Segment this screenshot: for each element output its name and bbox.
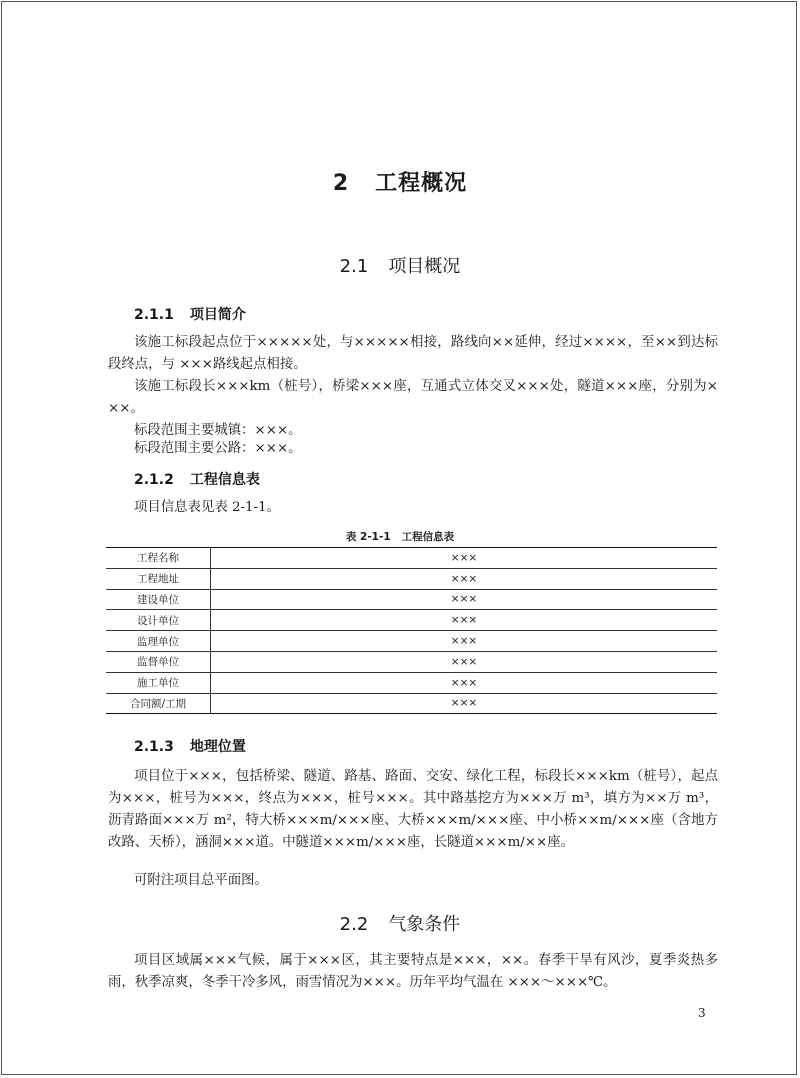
table-cell-label: 监督单位 (106, 651, 211, 672)
table-row (106, 693, 717, 714)
subsection-number: 2.1.2 (134, 472, 174, 488)
table-reference-text: 项目信息表见表 2-1-1。 (134, 500, 280, 515)
subsection-title-text: 地理位置 (189, 739, 246, 755)
table-cell-label: 施工单位 (106, 672, 211, 693)
table-row (106, 610, 717, 631)
table-cell-value: ××× (211, 568, 718, 589)
table-cell-label: 合同额/工期 (106, 693, 211, 714)
table-cell-value: ××× (211, 610, 718, 631)
section-number: 2.1 (339, 256, 369, 277)
subsection-number: 2.1.1 (134, 307, 174, 323)
paragraph: 项目区域属×××气候，属于×××区，其主要特点是×××，××。春季干旱有风沙，夏季炎热多雨，秋季凉爽，冬季干冷多风，雨雪情况为×××。历年平均气温在 ×××～×××℃。 (108, 953, 718, 990)
chapter-number: 2 (332, 171, 350, 196)
table-cell-label: 工程地址 (106, 568, 211, 589)
table-caption-title: 工程信息表 (401, 531, 455, 543)
page-number: 3 (698, 1006, 706, 1020)
subsection-2-1-1-title (134, 304, 246, 324)
table-row (106, 672, 717, 693)
table-cell-value: ××× (211, 693, 718, 714)
section-2-1-title (0, 252, 800, 278)
subsection-title-text: 工程信息表 (189, 472, 260, 488)
section-number: 2.2 (339, 914, 369, 935)
chapter-title-text: 工程概况 (375, 171, 468, 196)
subsection-2-1-2-title (134, 469, 260, 489)
subsection-number: 2.1.3 (134, 739, 174, 755)
table-cell-value: ××× (211, 631, 718, 652)
paragraph: 该施工标段起点位于×××××处，与×××××相接，路线向××延伸，经过××××，至××到达标段终点，与 ×××路线起点相接。 (108, 335, 718, 372)
section-title-text: 气象条件 (388, 914, 461, 935)
paragraph: 标段范围主要城镇：×××。 (134, 423, 302, 438)
paragraph: 项目位于×××，包括桥梁、隧道、路基、路面、交安、绿化工程，标段长×××km（桩号），起点为×××，桩号为×××，终点为×××，桩号×××。其中路基挖方为×××万 m³，填方为××万 m³，沥青路面×××万 m²，特大桥×××m/×××座、大桥×××m/×××座、中小桥××m/×××座（含地方改路、天桥），涵洞×××道。中隧道×××m/×××座，长隧道×××m/××座。 (108, 769, 718, 850)
subsection-title-text: 项目简介 (189, 307, 246, 323)
table-row (106, 651, 717, 672)
table-row (106, 548, 717, 569)
subsection-2-1-3-title (134, 736, 246, 756)
table-cell-label: 建设单位 (106, 589, 211, 610)
table-cell-value: ××× (211, 651, 718, 672)
table-caption-number: 表 2-1-1 (345, 531, 391, 543)
table-cell-value: ××× (211, 672, 718, 693)
section-title-text: 项目概况 (388, 256, 461, 277)
chapter-title (0, 166, 800, 197)
table-cell-value: ××× (211, 589, 718, 610)
table-cell-label: 工程名称 (106, 548, 211, 569)
project-info-table (106, 547, 717, 714)
paragraph: 该施工标段长×××km（桩号），桥梁×××座，互通式立体交叉×××处，隧道×××座，分别为×××。 (108, 379, 718, 416)
table-cell-label: 设计单位 (106, 610, 211, 631)
section-2-2-title (0, 910, 800, 936)
table-cell-label: 监理单位 (106, 631, 211, 652)
table-row (106, 631, 717, 652)
table-row (106, 589, 717, 610)
paragraph: 标段范围主要公路：×××。 (134, 441, 302, 456)
table-row (106, 568, 717, 589)
table-cell-value: ××× (211, 548, 718, 569)
table-caption (0, 529, 800, 544)
paragraph: 可附注项目总平面图。 (134, 873, 268, 888)
